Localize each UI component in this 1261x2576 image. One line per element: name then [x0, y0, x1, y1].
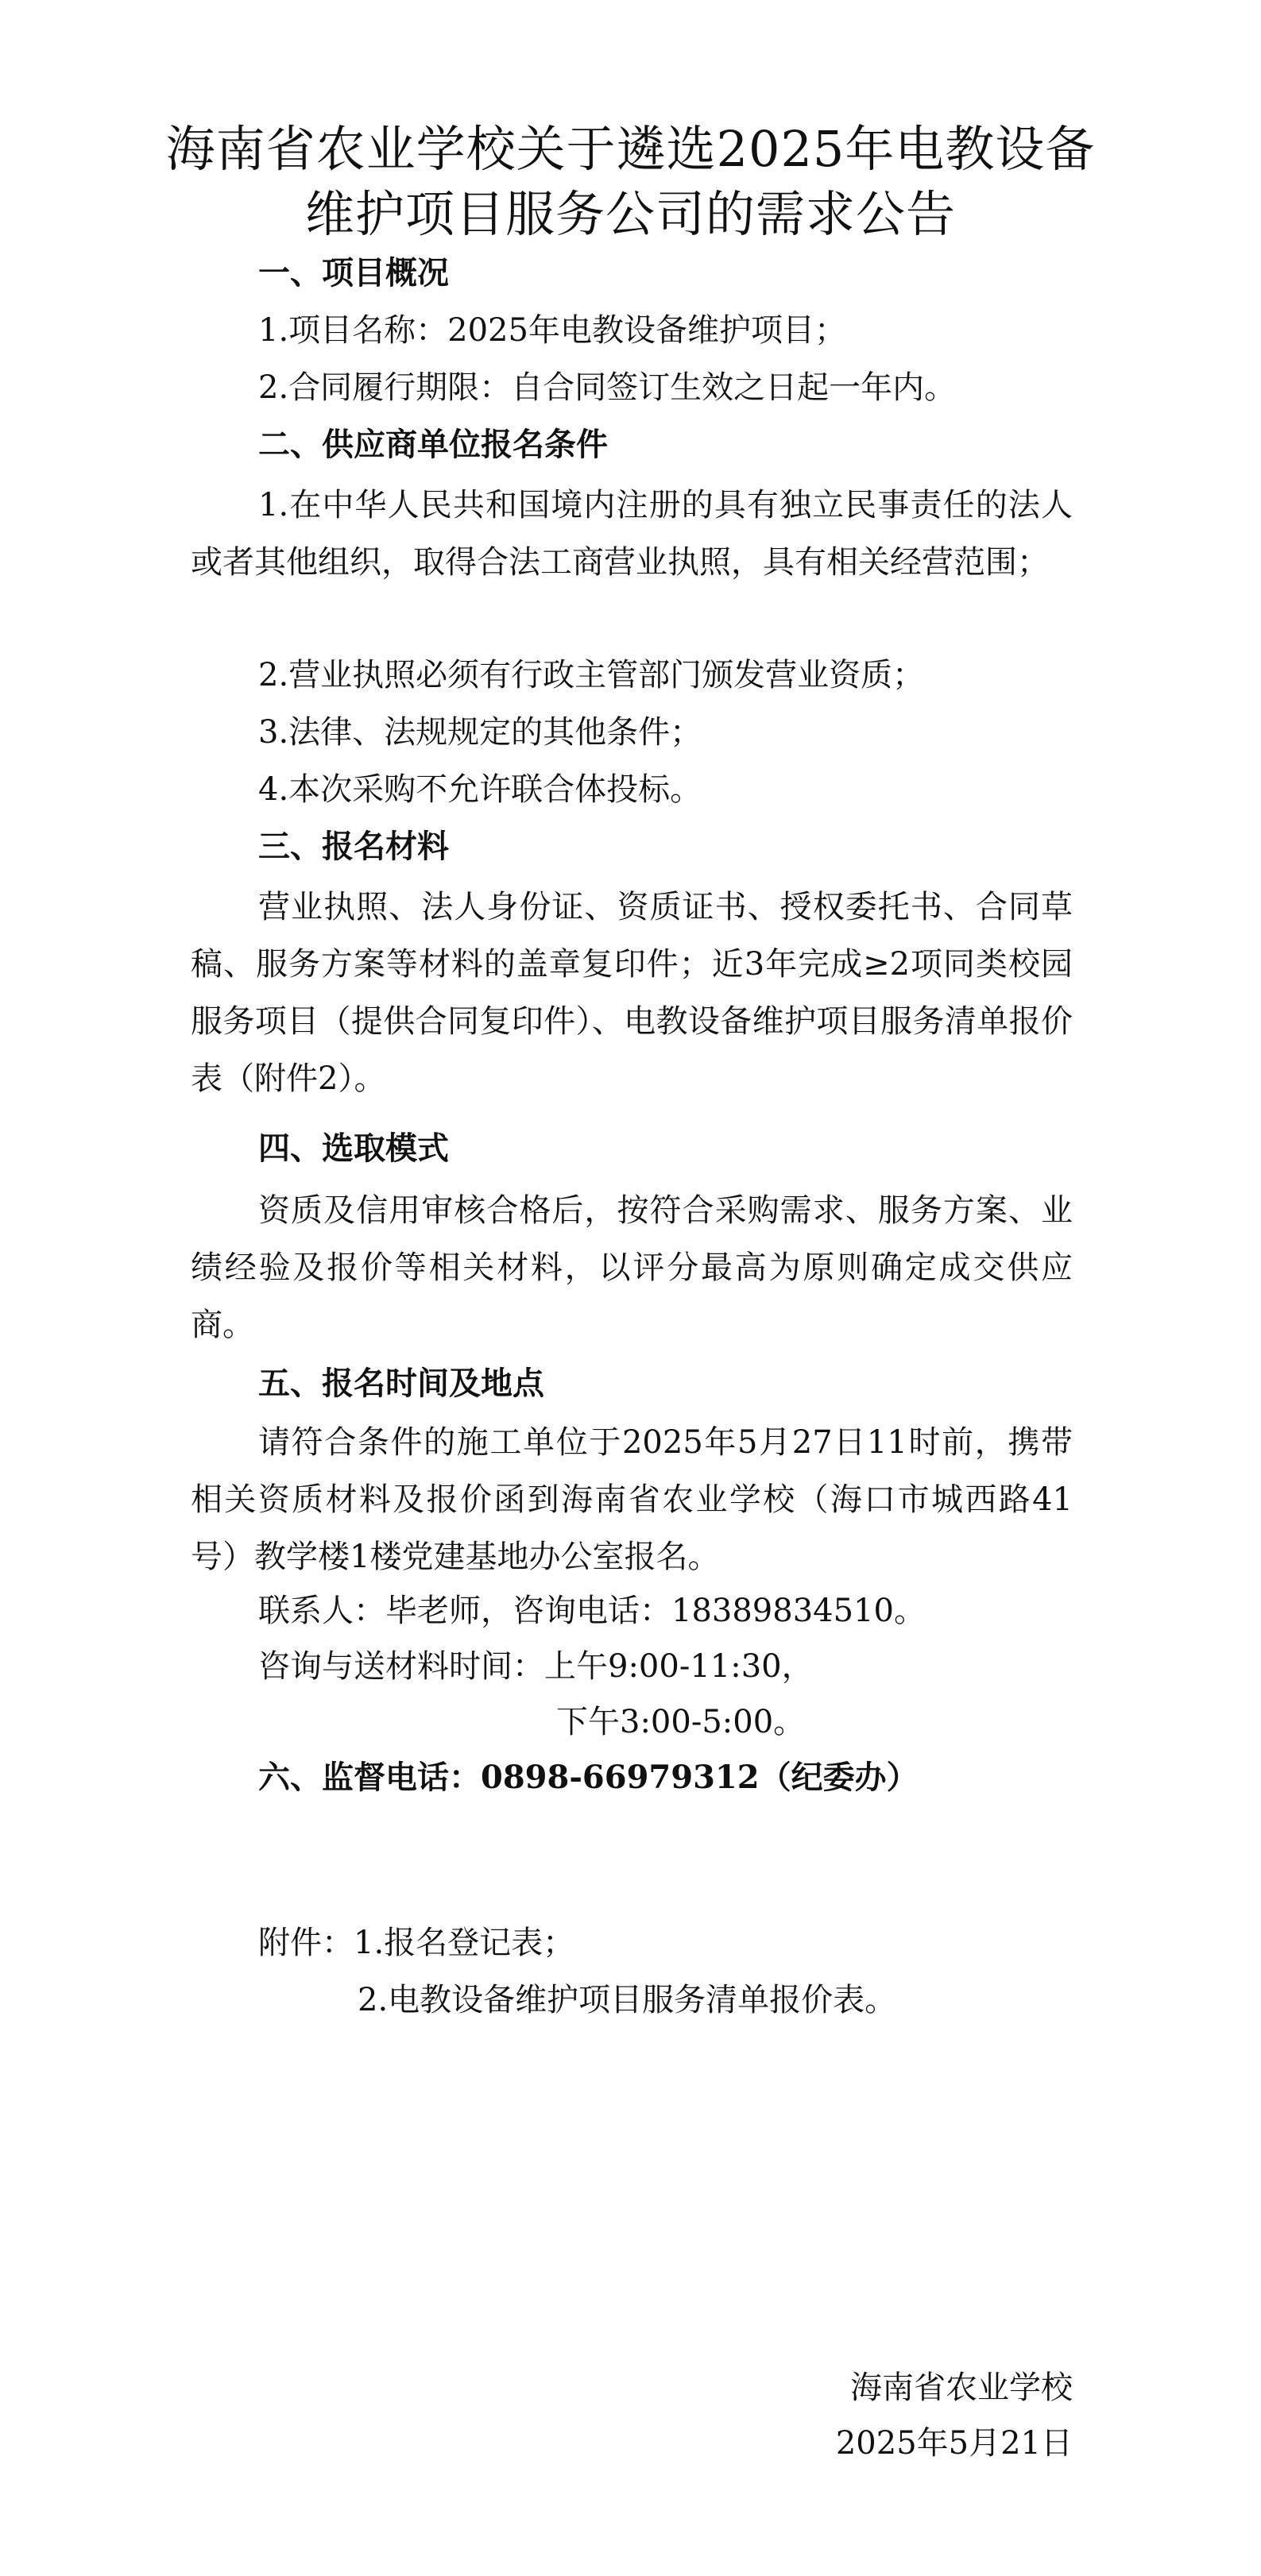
signature-org: 海南省农业学校: [850, 2369, 1073, 2406]
section5-body: 请符合条件的施工单位于2025年5月27日11时前，携带相关资质材料及报价函到海南省农业学校（海口市城西路41号）教学楼1楼党建基地办公室报名。: [191, 1424, 1073, 1575]
section3-body: 营业执照、法人身份证、资质证书、授权委托书、合同草稿、服务方案等材料的盖章复印件；近3年完成≥2项同类校园服务项目（提供合同复印件）、电教设备维护项目服务清单报价表（附件2）。: [191, 889, 1073, 1097]
section2-heading: 二、供应商单位报名条件: [258, 426, 608, 463]
section1-item2: 2.合同履行期限：自合同签订生效之日起一年内。: [258, 369, 957, 406]
section3-heading: 三、报名材料: [258, 828, 449, 865]
section5-contact: 联系人：毕老师，咨询电话：18389834510。: [258, 1593, 926, 1629]
signature-date: 2025年5月21日: [835, 2425, 1073, 2462]
section4-body: 资质及信用审核合格后，按符合采购需求、服务方案、业绩经验及报价等相关材料，以评分最高为原则确定成交供应商。: [191, 1192, 1073, 1343]
section2-item4: 4.本次采购不允许联合体投标。: [258, 771, 702, 808]
attachment-item1: 附件：1.报名登记表；: [258, 1925, 575, 1961]
section5-hours-am: 咨询与送材料时间：上午9:00-11:30，: [258, 1648, 814, 1685]
section5-heading: 五、报名时间及地点: [258, 1365, 544, 1402]
section5-hours-pm: 下午3:00-5:00。: [556, 1704, 806, 1740]
section6-heading: 六、监督电话：0898-66979312（纪委办）: [258, 1759, 919, 1796]
document-title-line1: 海南省农业学校关于遴选2025年电教设备: [165, 120, 1096, 178]
section2-item3: 3.法律、法规规定的其他条件；: [258, 714, 702, 751]
section1-heading: 一、项目概况: [258, 254, 449, 292]
section2-item1: 1.在中华人民共和国境内注册的具有独立民事责任的法人或者其他组织，取得合法工商营业执照，具有相关经营范围；: [191, 487, 1073, 581]
attachment-item2: 2.电教设备维护项目服务清单报价表。: [358, 1982, 897, 2018]
section1-item1: 1.项目名称：2025年电教设备维护项目；: [258, 312, 846, 349]
document-title-line2: 维护项目服务公司的需求公告: [304, 185, 956, 243]
section2-item2: 2.营业执照必须有行政主管部门颁发营业资质；: [258, 657, 925, 693]
section4-heading: 四、选取模式: [258, 1130, 449, 1167]
